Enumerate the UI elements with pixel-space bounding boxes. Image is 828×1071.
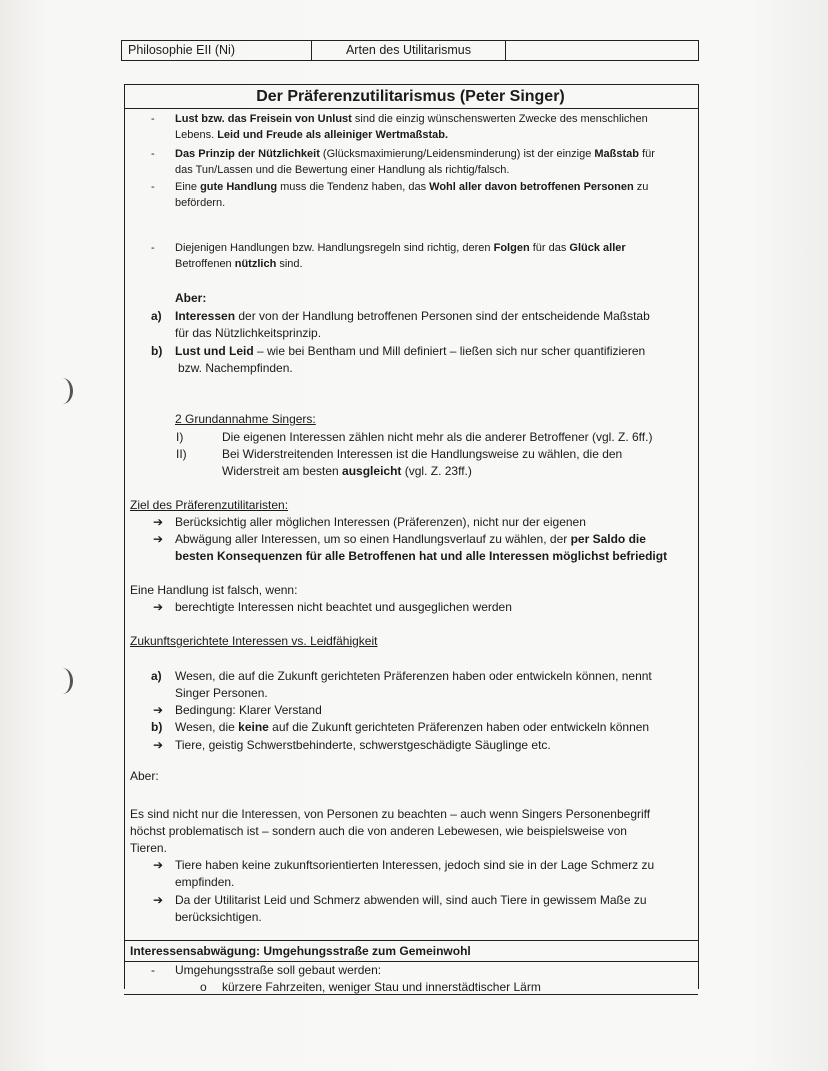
list-marker: a) (151, 309, 162, 323)
aber2-arrow-2b: berücksichtigen. (175, 910, 262, 924)
intro-line-1: Lust bzw. das Freisein von Unlust sind die einzig wünschenswerten Zwecke des menschlichen (175, 113, 648, 125)
grund-heading: 2 Grundannahme Singers: (175, 412, 316, 426)
abwaegung-sub: kürzere Fahrzeiten, weniger Stau und innerstädtischer Lärm (222, 980, 541, 994)
list-marker: b) (151, 344, 163, 358)
page-title: Der Präferenzutilitarismus (Peter Singer) (256, 88, 565, 105)
ziel-heading: Ziel des Präferenzutilitaristen: (130, 498, 289, 512)
grund-item-1: Die eigenen Interessen zählen nicht mehr als die anderer Betroffener (vgl. Z. 6ff.) (222, 430, 653, 444)
intro-line-3: Eine gute Handlung muss die Tendenz haben, das Wohl aller davon betroffenen Personen zu (175, 181, 649, 193)
bullet-dash: - (151, 181, 155, 193)
intro-line-2b: das Tun/Lassen und die Bewertung einer Handlung als richtig/falsch. (175, 164, 510, 176)
list-marker: I) (176, 430, 184, 444)
header-table (121, 40, 699, 61)
zukunft-heading: Zukunftsgerichtete Interessen vs. Leidfähigkeit (130, 634, 378, 648)
falsch-point: berechtigte Interessen nicht beachtet und ausgeglichen werden (175, 600, 512, 614)
list-marker: b) (151, 720, 163, 734)
intro-line-4: Diejenigen Handlungen bzw. Handlungsregeln sind richtig, deren Folgen für das Glück aller (175, 242, 626, 254)
list-marker: II) (176, 447, 187, 461)
aber2-arrow-1b: empfinden. (175, 875, 235, 889)
header-extra (506, 41, 698, 60)
intro-line-4b: Betroffenen nützlich sind. (175, 258, 303, 270)
aber-item-b: Lust und Leid – wie bei Bentham und Mill definiert – ließen sich nur scher quantifizieren (175, 344, 646, 358)
punch-hole (52, 378, 73, 404)
punch-hole (52, 668, 73, 694)
aber-item-a2: für das Nützlichkeitsprinzip. (175, 326, 322, 340)
aber-item-b2: bzw. Nachempfinden. (178, 361, 293, 375)
header-course: Philosophie EII (Ni) (122, 41, 312, 60)
bullet-dash: - (151, 963, 155, 977)
bullet-dash: - (151, 148, 155, 160)
abwaegung-item: Umgehungsstraße soll gebaut werden: (175, 963, 382, 977)
intro-line-2: Das Prinzip der Nützlichkeit (Glücksmaximierung/Leidensminderung) ist der einzige Maßstab für (175, 148, 655, 160)
title-rule (124, 108, 698, 109)
header-topic: Arten des Utilitarismus (312, 41, 506, 60)
aber-item-a: Interessen der von der Handlung betroffenen Personen sind der entscheidende Maßstab (175, 309, 650, 323)
list-marker: a) (151, 669, 162, 683)
arrow-icon: ➔ (153, 738, 164, 752)
bullet-dash: - (151, 242, 155, 254)
abwaegung-heading: Interessensabwägung: Umgehungsstraße zum Gemeinwohl (130, 944, 471, 958)
zukunft-item-b: Wesen, die keine auf die Zukunft gerichteten Präferenzen haben oder entwickeln können (175, 720, 650, 734)
arrow-icon: ➔ (153, 703, 164, 717)
aber2-arrow-2: Da der Utilitarist Leid und Schmerz abwenden will, sind auch Tiere in gewissem Maße zu (175, 893, 647, 907)
zukunft-condition: Bedingung: Klarer Verstand (175, 703, 322, 717)
falsch-intro: Eine Handlung ist falsch, wenn: (130, 583, 298, 597)
aber2-text-3: Tieren. (130, 841, 167, 855)
ziel-point-2: Abwägung aller Interessen, um so einen Handlungsverlauf zu wählen, der per Saldo die (175, 532, 646, 546)
aber2-arrow-1: Tiere haben keine zukunftsorientierten Interessen, jedoch sind sie in der Lage Schmerz zu (175, 858, 655, 872)
ziel-point-1: Berücksichtig aller möglichen Interessen (Präferenzen), nicht nur der eigenen (175, 515, 586, 529)
arrow-icon: ➔ (153, 858, 164, 872)
box-bottom-rule (124, 994, 698, 995)
section-rule (124, 940, 698, 941)
arrow-icon: ➔ (153, 532, 164, 546)
bullet-dash: - (151, 113, 155, 125)
arrow-icon: ➔ (153, 893, 164, 907)
intro-line-1b: Lebens. Leid und Freude als alleiniger Wertmaßstab. (175, 129, 449, 141)
aber2-text-2: höchst problematisch ist – sondern auch die von anderen Lebewesen, wie beispielsweise von (130, 824, 627, 838)
arrow-icon: ➔ (153, 515, 164, 529)
aber2-text-1: Es sind nicht nur die Interessen, von Personen zu beachten – auch wenn Singers Personenbegriff (130, 807, 651, 821)
ziel-point-2b: besten Konsequenzen für alle Betroffenen hat und alle Interessen möglichst befriedigt (175, 549, 668, 563)
grund-item-2b: Widerstreit am besten ausgleicht (vgl. Z. 23ff.) (222, 464, 472, 478)
aber-label: Aber: (175, 291, 207, 305)
intro-line-3b: befördern. (175, 197, 226, 209)
aber2-label: Aber: (130, 769, 159, 783)
zukunft-item-a2: Singer Personen. (175, 686, 268, 700)
circle-bullet: o (200, 980, 207, 994)
grund-item-2: Bei Widerstreitenden Interessen ist die Handlungsweise zu wählen, die den (222, 447, 623, 461)
arrow-icon: ➔ (153, 600, 164, 614)
zukunft-examples: Tiere, geistig Schwerstbehinderte, schwerstgeschädigte Säuglinge etc. (175, 738, 551, 752)
zukunft-item-a: Wesen, die auf die Zukunft gerichteten Präferenzen haben oder entwickeln können, nennt (175, 669, 652, 683)
